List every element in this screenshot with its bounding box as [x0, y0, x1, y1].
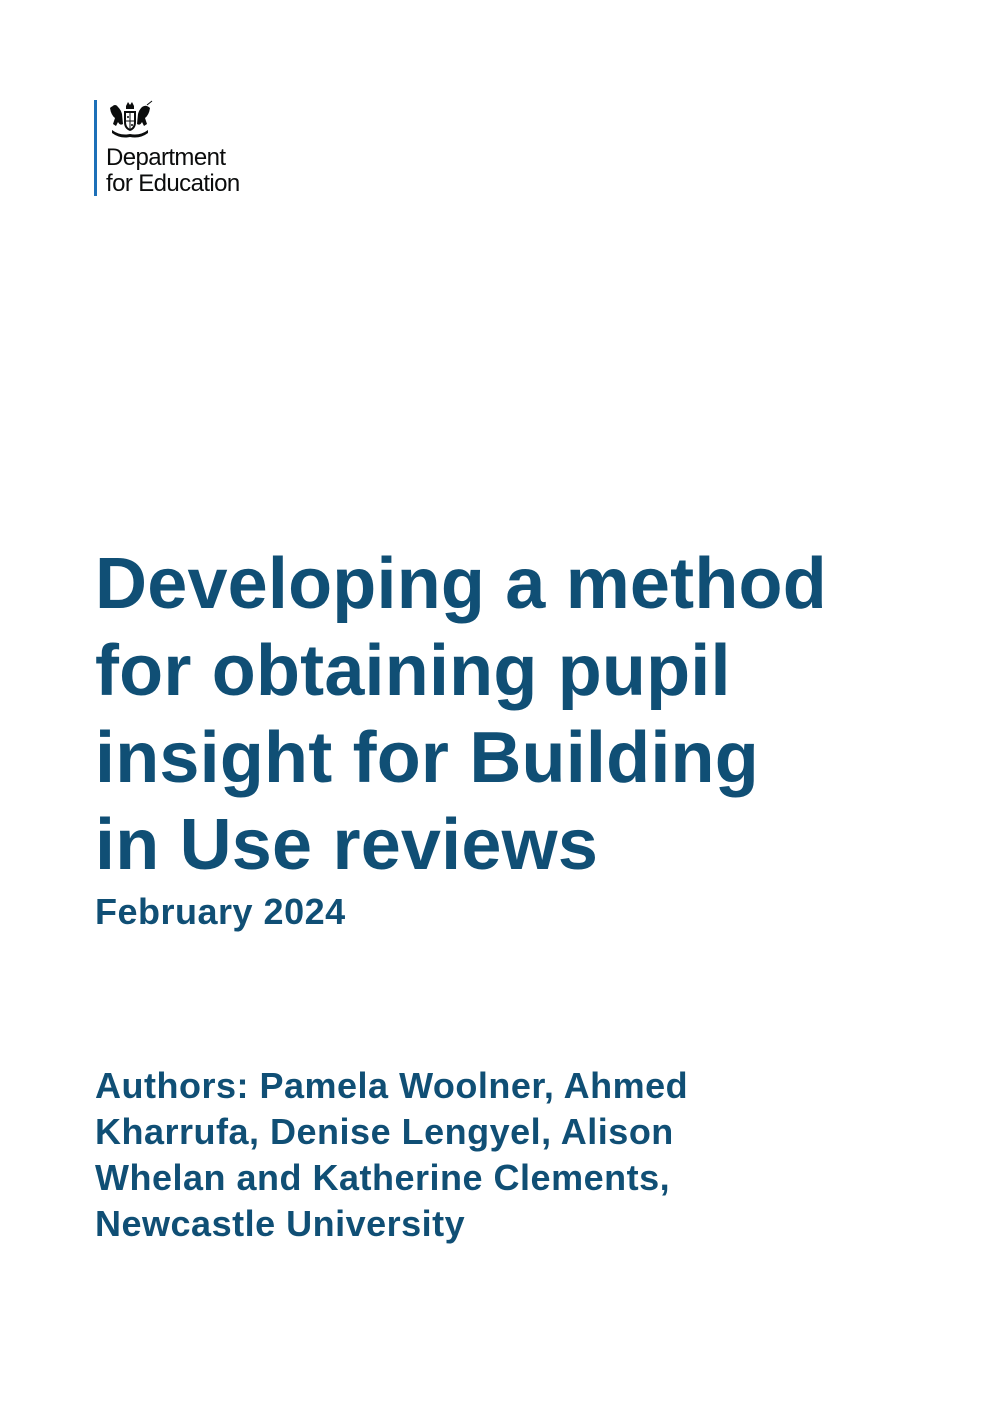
logo-wordmark — [106, 145, 240, 197]
authors-block — [95, 1063, 855, 1247]
authors-line: Authors: Pamela Woolner, Ahmed — [95, 1065, 689, 1106]
document-title — [95, 541, 955, 889]
logo-line-department: Department — [106, 144, 226, 171]
authors-line: Kharrufa, Denise Lengyel, Alison — [95, 1111, 674, 1152]
title-line: insight for Building — [95, 718, 759, 798]
title-line: Developing a method — [95, 544, 827, 624]
publication-date: February 2024 — [95, 891, 346, 932]
department-for-education-logo — [94, 100, 274, 200]
royal-coat-of-arms-icon — [106, 100, 154, 140]
title-line: for obtaining pupil — [95, 631, 731, 711]
authors-line: Whelan and Katherine Clements, — [95, 1157, 671, 1198]
logo-accent-bar — [94, 100, 97, 196]
logo-line-for-education: for Education — [106, 170, 240, 197]
authors-line: Newcastle University — [95, 1203, 466, 1244]
title-line: in Use reviews — [95, 805, 599, 885]
